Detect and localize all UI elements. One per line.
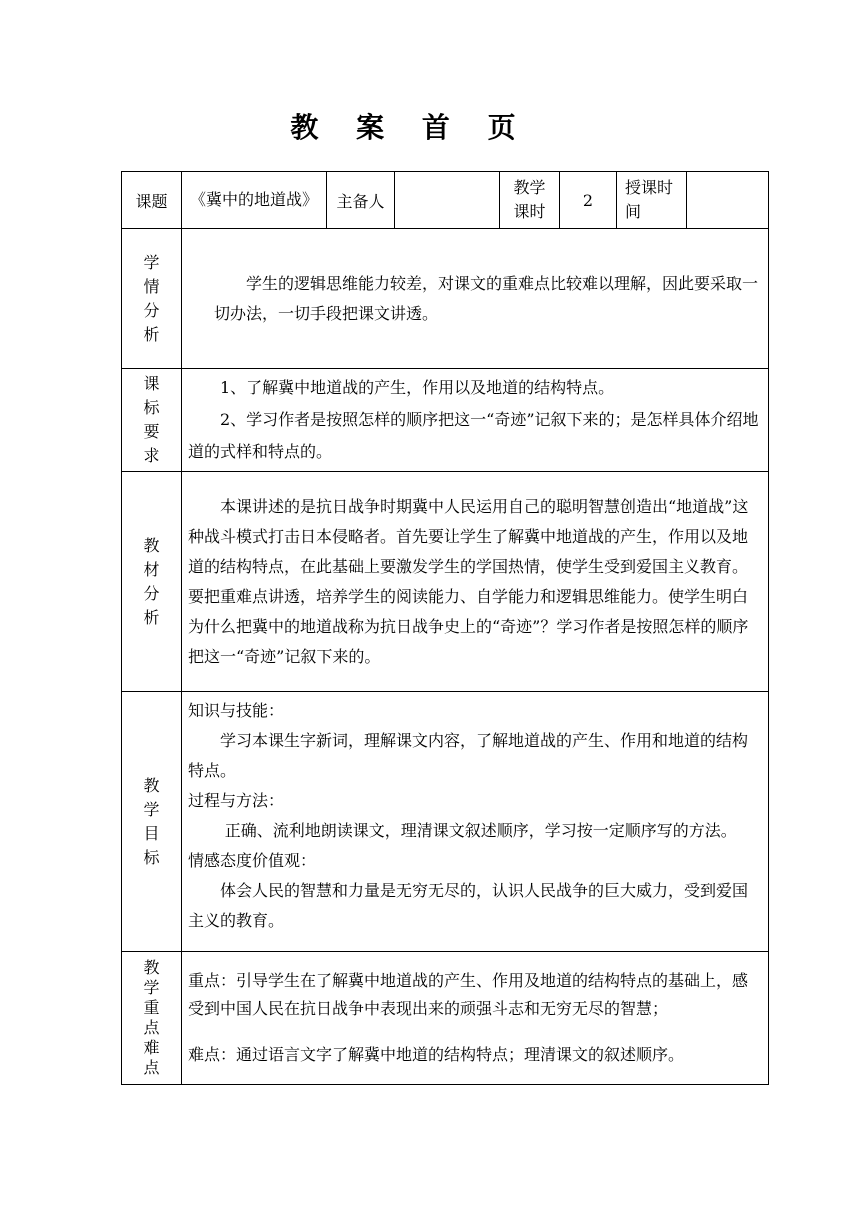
student-analysis-row [122, 229, 769, 369]
hours-value: 2 [560, 172, 617, 229]
difficult-point-text: 难点：通过语言文字了解冀中地道的结构特点；理清课文的叙述顺序。 [188, 1045, 685, 1064]
student-analysis-label: 学情分析 [122, 229, 182, 369]
material-text-cell [182, 472, 769, 692]
key-point-text: 重点：引导学生在了解冀中地道战的产生、作用及地道的结构特点的基础上，感受到中国人民在抗日战争中表现出来的顽强斗志和无穷无尽的智慧； [188, 971, 749, 1018]
time-value [687, 172, 769, 229]
emotion-text: 体会人民的智慧和力量是无穷无尽的，认识人民战争的巨大威力，受到爱国主义的教育。 [188, 881, 749, 930]
time-label: 授课时间 [617, 172, 687, 229]
student-analysis-text-cell [182, 229, 769, 369]
curriculum-text-cell [182, 369, 769, 472]
preparer-label: 主备人 [327, 172, 395, 229]
preparer-value [395, 172, 500, 229]
key-points-text-cell [182, 952, 769, 1085]
curriculum-row [122, 369, 769, 472]
material-row [122, 472, 769, 692]
topic-value: 《冀中的地道战》 [182, 172, 327, 229]
page-title: 教 案 首 页 [290, 111, 530, 144]
curriculum-item-1: 1、了解冀中地道战的产生，作用以及地道的结构特点。 [220, 378, 615, 397]
process-heading: 过程与方法： [188, 791, 285, 810]
curriculum-item-2: 2、学习作者是按照怎样的顺序把这一“奇迹”记叙下来的；是怎样具体介绍地道的式样和特点的。 [188, 410, 759, 461]
objectives-text-cell [182, 692, 769, 952]
objectives-row [122, 692, 769, 952]
student-analysis-text: 学生的逻辑思维能力较差，对课文的重难点比较难以理解，因此要采取一切办法，一切手段把课文讲透。 [214, 273, 759, 323]
objectives-label: 教学目标 [122, 692, 182, 952]
header-row [122, 172, 769, 229]
process-text: 正确、流利地朗读课文，理清课文叙述顺序，学习按一定顺序写的方法。 [224, 821, 737, 840]
lesson-plan-table [121, 171, 769, 1085]
curriculum-label: 课标要求 [122, 369, 182, 472]
hours-label: 教学课时 [500, 172, 560, 229]
emotion-heading: 情感态度价值观： [188, 851, 317, 870]
knowledge-heading: 知识与技能： [188, 701, 285, 720]
topic-label: 课题 [122, 172, 182, 229]
material-label: 教材分析 [122, 472, 182, 692]
material-text: 本课讲述的是抗日战争时期冀中人民运用自己的聪明智慧创造出“地道战”这种战斗模式打击日本侵略者。首先要让学生了解冀中地道战的产生，作用以及地道的结构特点，在此基础上要激发学生的学国热情，使学生受到爱国主义教育。要把重难点讲透，培养学生的阅读能力、自学能力和逻辑思维能力。使学生明白为什么把冀中的地道战称为抗日战争史上的“奇迹”？学习作者是按照怎样的顺序把这一“奇迹”记叙下来的。 [188, 496, 749, 666]
knowledge-text: 学习本课生字新词，理解课文内容，了解地道战的产生、作用和地道的结构特点。 [188, 731, 749, 780]
key-points-label: 教学重点难点 [122, 952, 182, 1085]
key-points-row [122, 952, 769, 1085]
